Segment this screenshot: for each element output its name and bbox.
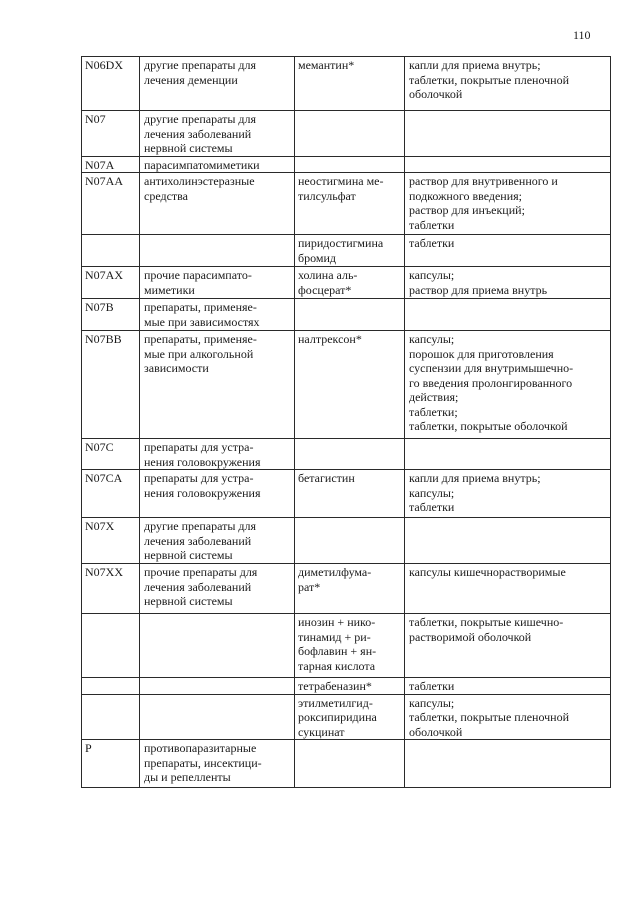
atc-code-text: N07AX [85, 268, 123, 282]
atc-code-cell [82, 57, 140, 111]
drug-name-cell [295, 740, 405, 788]
dosage-form-cell [405, 156, 611, 173]
table-row [82, 331, 611, 439]
atc-code-cell [82, 470, 140, 518]
table-row [82, 678, 611, 695]
group-name-cell [140, 740, 295, 788]
drug-table [81, 56, 611, 788]
group-name-text: прочие препараты для лечения заболеваний нервной системы [144, 565, 258, 608]
atc-code-text: N07C [85, 440, 114, 454]
drug-name-text: холина аль- фосцерат* [298, 268, 358, 297]
group-name-cell [140, 518, 295, 564]
drug-name-cell [295, 470, 405, 518]
table-row [82, 470, 611, 518]
dosage-form-cell [405, 173, 611, 235]
atc-code-cell [82, 694, 140, 740]
table-row [82, 740, 611, 788]
group-name-cell [140, 156, 295, 173]
drug-name-cell [295, 235, 405, 267]
dosage-form-text: таблетки [409, 679, 455, 693]
drug-name-cell [295, 694, 405, 740]
dosage-form-cell [405, 678, 611, 695]
table-row [82, 614, 611, 678]
atc-code-cell [82, 564, 140, 614]
table-row [82, 267, 611, 299]
dosage-form-text: таблетки [409, 236, 455, 250]
drug-name-cell [295, 439, 405, 470]
group-name-cell [140, 439, 295, 470]
drug-name-cell [295, 299, 405, 331]
atc-code-text: N07B [85, 300, 114, 314]
dosage-form-cell [405, 470, 611, 518]
group-name-text: другие препараты для лечения деменции [144, 58, 257, 87]
dosage-form-text: таблетки, покрытые кишечно- растворимой оболочкой [409, 615, 564, 644]
table-row [82, 694, 611, 740]
atc-code-text: N07AA [85, 174, 123, 188]
atc-code-cell [82, 518, 140, 564]
table-row [82, 564, 611, 614]
atc-code-cell [82, 156, 140, 173]
drug-name-cell [295, 678, 405, 695]
table-row [82, 518, 611, 564]
atc-code-cell [82, 740, 140, 788]
drug-name-text: инозин + нико- тинамид + ри- бофлавин + ян- тарная кислота [298, 615, 377, 673]
group-name-text: противопаразитарные препараты, инсектици- ды и репелленты [144, 741, 262, 784]
group-name-text: препараты для устра- нения головокружения [144, 440, 261, 469]
atc-code-cell [82, 299, 140, 331]
atc-code-cell [82, 235, 140, 267]
table-row [82, 111, 611, 157]
table-row [82, 299, 611, 331]
table-row [82, 235, 611, 267]
dosage-form-cell [405, 299, 611, 331]
table-row [82, 439, 611, 470]
dosage-form-cell [405, 564, 611, 614]
atc-code-cell [82, 173, 140, 235]
group-name-text: препараты, применяе- мые при алкогольной зависимости [144, 332, 257, 375]
atc-code-text: N07XX [85, 565, 123, 579]
drug-name-cell [295, 614, 405, 678]
group-name-cell [140, 694, 295, 740]
atc-code-cell [82, 267, 140, 299]
drug-name-cell [295, 173, 405, 235]
dosage-form-cell [405, 439, 611, 470]
group-name-text: парасимпатомиметики [144, 157, 260, 172]
atc-code-cell [82, 614, 140, 678]
atc-code-cell [82, 111, 140, 157]
dosage-form-text: капсулы; раствор для приема внутрь [409, 268, 548, 297]
dosage-form-cell [405, 694, 611, 740]
drug-name-text: диметилфума- рат* [298, 565, 372, 594]
drug-name-cell [295, 564, 405, 614]
drug-name-cell [295, 57, 405, 111]
drug-name-text: пиридостигмина бромид [298, 236, 384, 265]
dosage-form-cell [405, 267, 611, 299]
table-row [82, 173, 611, 235]
dosage-form-text: капсулы кишечнорастворимые [409, 565, 566, 579]
group-name-cell [140, 267, 295, 299]
dosage-form-cell [405, 57, 611, 111]
dosage-form-cell [405, 614, 611, 678]
drug-name-text: этилметилгид- роксипиридина сукцинат [298, 695, 377, 739]
group-name-cell [140, 564, 295, 614]
drug-name-cell [295, 331, 405, 439]
drug-name-cell [295, 267, 405, 299]
drug-name-text: тетрабеназин* [298, 679, 372, 693]
group-name-cell [140, 678, 295, 695]
atc-code-text: N07BB [85, 332, 122, 346]
atc-code-text: N07CA [85, 471, 123, 485]
dosage-form-cell [405, 518, 611, 564]
group-name-text: другие препараты для лечения заболеваний нервной системы [144, 519, 257, 562]
group-name-text: препараты, применяе- мые при зависимостях [144, 300, 260, 329]
drug-name-cell [295, 156, 405, 173]
atc-code-cell [82, 439, 140, 470]
dosage-form-text: капсулы; таблетки, покрытые пленочной оболочкой [409, 695, 570, 739]
group-name-cell [140, 235, 295, 267]
atc-code-text: N06DX [85, 58, 123, 72]
atc-code-text: N07A [85, 157, 115, 172]
atc-code-cell [82, 331, 140, 439]
atc-code-text: P [85, 741, 92, 755]
table-row [82, 156, 611, 173]
table-body [82, 57, 611, 788]
dosage-form-text: капсулы; порошок для приготовления суспензии для внутримышечно- го введения пролонгированного действия; таблетки; таблетки, покрытые оболочкой [409, 332, 574, 433]
atc-code-text: N07X [85, 519, 115, 533]
drug-name-text: налтрексон* [298, 332, 362, 346]
dosage-form-cell [405, 331, 611, 439]
dosage-form-text: капли для приема внутрь; капсулы; таблетки [409, 471, 541, 514]
group-name-text: прочие парасимпато- миметики [144, 268, 252, 297]
group-name-text: другие препараты для лечения заболеваний нервной системы [144, 112, 257, 155]
atc-code-text: N07 [85, 112, 106, 126]
group-name-text: препараты для устра- нения головокружения [144, 471, 261, 500]
group-name-cell [140, 331, 295, 439]
drug-name-cell [295, 111, 405, 157]
dosage-form-cell [405, 740, 611, 788]
group-name-text: антихолинэстеразные средства [144, 174, 255, 203]
table-row [82, 57, 611, 111]
drug-name-cell [295, 518, 405, 564]
group-name-cell [140, 614, 295, 678]
page-number: 110 [573, 28, 591, 42]
dosage-form-text: капли для приема внутрь; таблетки, покрытые пленочной оболочкой [409, 58, 570, 101]
atc-code-cell [82, 678, 140, 695]
dosage-form-cell [405, 111, 611, 157]
group-name-cell [140, 111, 295, 157]
group-name-cell [140, 470, 295, 518]
drug-name-text: бетагистин [298, 471, 355, 485]
drug-name-text: неостигмина ме- тилсульфат [298, 174, 384, 203]
dosage-form-text: раствор для внутривенного и подкожного введения; раствор для инъекций; таблетки [409, 174, 558, 232]
group-name-cell [140, 57, 295, 111]
drug-name-text: мемантин* [298, 58, 355, 72]
dosage-form-cell [405, 235, 611, 267]
group-name-cell [140, 173, 295, 235]
group-name-cell [140, 299, 295, 331]
